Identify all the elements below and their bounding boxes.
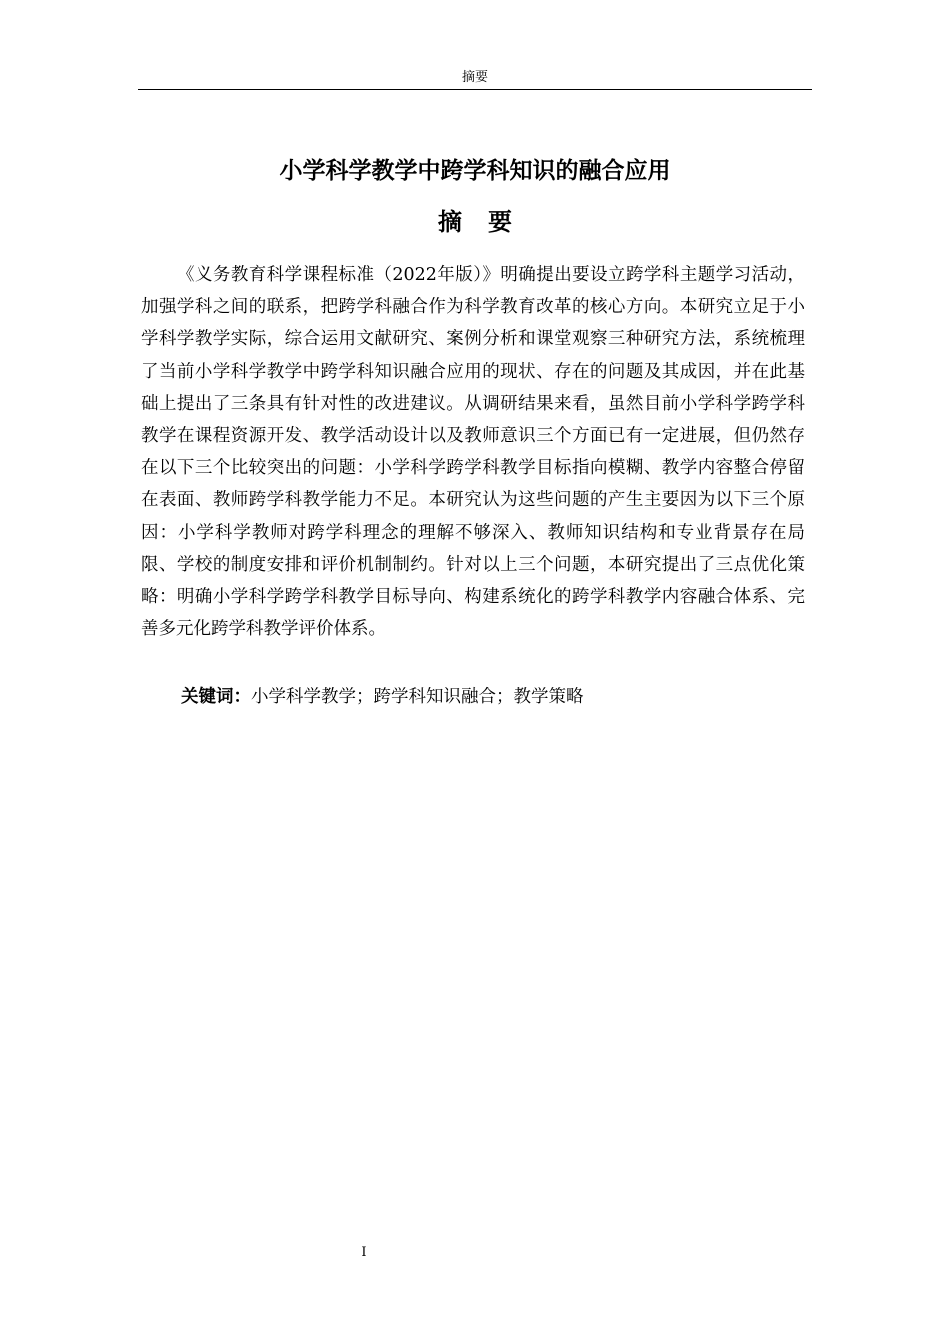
document-title: 小学科学教学中跨学科知识的融合应用 xyxy=(279,158,671,184)
page-number: I xyxy=(361,1245,367,1260)
abstract-heading: 摘要 xyxy=(438,208,538,236)
keywords-text: 小学科学教学；跨学科知识融合；教学策略 xyxy=(251,687,584,707)
header-rule xyxy=(138,89,812,90)
keywords-label: 关键词： xyxy=(181,687,251,707)
keywords-line xyxy=(141,681,805,713)
abstract-body: 《义务教育科学课程标准（2022年版）》明确提出要设立跨学科主题学习活动，加强学科之间的联系，把跨学科融合作为科学教育改革的核心方向。本研究立足于小学科学教学实际，综合运用文献研究、案例分析和课堂观察三种研究方法，系统梳理了当前小学科学教学中跨学科知识融合应用的现状、存在的问题及其成因，并在此基础上提出了三条具有针对性的改进建议。从调研结果来看，虽然目前小学科学跨学科教学在课程资源开发、教学活动设计以及教师意识三个方面已有一定进展，但仍然存在以下三个比较突出的问题：小学科学跨学科教学目标指向模糊、教学内容整合停留在表面、教师跨学科教学能力不足。本研究认为这些问题的产生主要因为以下三个原因：小学科学教师对跨学科理念的理解不够深入、教师知识结构和专业背景存在局限、学校的制度安排和评价机制制约。针对以上三个问题，本研究提出了三点优化策略：明确小学科学跨学科教学目标导向、构建系统化的跨学科教学内容融合体系、完善多元化跨学科教学评价体系。 xyxy=(141,265,805,640)
running-header: 摘要 xyxy=(461,70,488,85)
